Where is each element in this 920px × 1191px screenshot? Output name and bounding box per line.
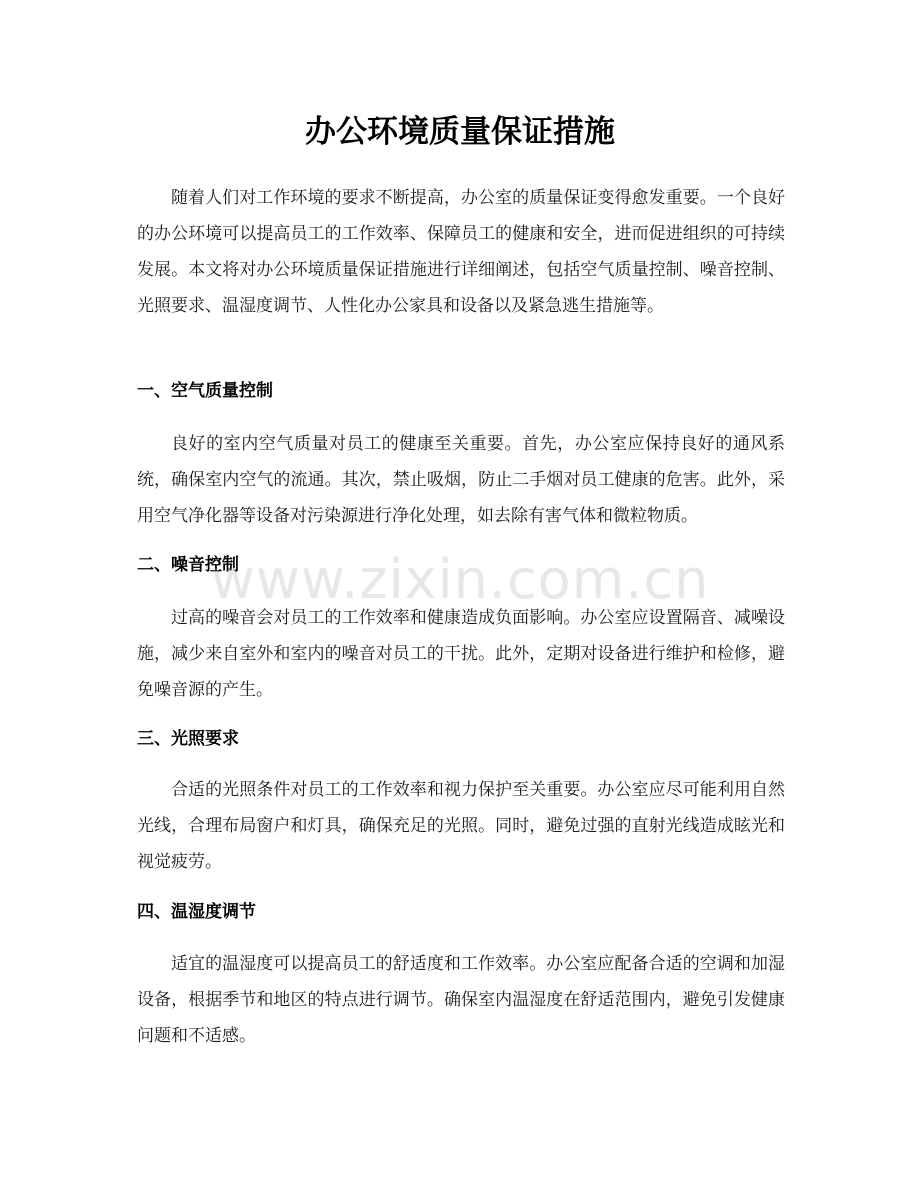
section-body-lighting: 合适的光照条件对员工的工作效率和视力保护至关重要。办公室应尽可能利用自然光线，合理布局窗户和灯具，确保充足的光照。同时，避免过强的直射光线造成眩光和视觉疲劳。	[137, 780, 785, 872]
document-title: 办公环境质量保证措施	[305, 114, 615, 150]
intro-paragraph: 随着人们对工作环境的要求不断提高，办公室的质量保证变得愈发重要。一个良好的办公环境可以提高员工的工作效率、保障员工的健康和安全，进而促进组织的可持续发展。本文将对办公环境质量保证措施进行详细阐述，包括空气质量控制、噪音控制、光照要求、温湿度调节、人性化办公家具和设备以及紧急逃生措施等。	[137, 188, 785, 316]
watermark: www.zixin.com.cn	[210, 548, 710, 611]
section-heading-temperature-humidity: 四、温湿度调节	[137, 902, 256, 922]
section-body-air-quality: 良好的室内空气质量对员工的健康至关重要。首先，办公室应保持良好的通风系统，确保室内空气的流通。其次，禁止吸烟，防止二手烟对员工健康的危害。此外，采用空气净化器等设备对污染源进行净化处理，如去除有害气体和微粒物质。	[137, 434, 785, 526]
section-heading-noise: 二、噪音控制	[137, 555, 239, 575]
section-heading-air-quality: 一、空气质量控制	[137, 381, 273, 401]
section-heading-lighting: 三、光照要求	[137, 729, 239, 749]
section-body-noise: 过高的噪音会对员工的工作效率和健康造成负面影响。办公室应设置隔音、减噪设施，减少来自室外和室内的噪音对员工的干扰。此外，定期对设备进行维护和检修，避免噪音源的产生。	[137, 608, 785, 700]
section-body-temperature-humidity: 适宜的温湿度可以提高员工的舒适度和工作效率。办公室应配备合适的空调和加湿设备，根据季节和地区的特点进行调节。确保室内温湿度在舒适范围内，避免引发健康问题和不适感。	[137, 954, 785, 1046]
